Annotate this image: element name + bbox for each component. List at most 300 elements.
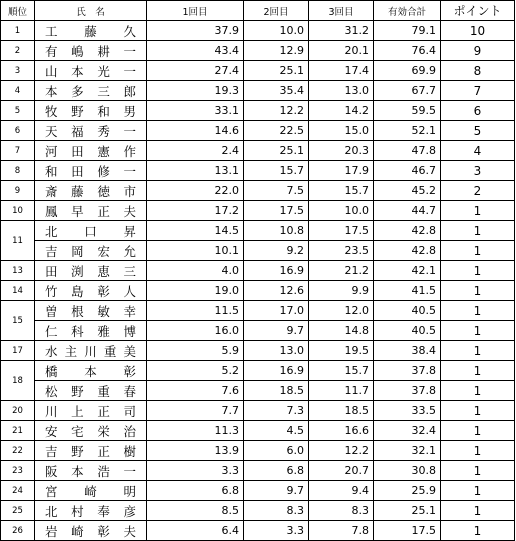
name-char: 正 bbox=[97, 403, 110, 419]
name-char: 川 bbox=[45, 403, 58, 419]
name-char: 一 bbox=[123, 123, 136, 139]
name-char: 斎 bbox=[45, 183, 58, 199]
table-row bbox=[1, 161, 515, 181]
header-round1: 1回目 bbox=[147, 1, 244, 21]
name-char: 徳 bbox=[97, 183, 110, 199]
total-cell: 67.7 bbox=[374, 81, 441, 101]
round2-cell: 3.3 bbox=[244, 521, 309, 541]
name-cell bbox=[35, 261, 147, 281]
header-round2: 2回目 bbox=[244, 1, 309, 21]
name-char: 浩 bbox=[97, 463, 110, 479]
round1-cell: 43.4 bbox=[147, 41, 244, 61]
points-cell: 1 bbox=[441, 321, 515, 341]
rank-cell: 23 bbox=[1, 461, 35, 481]
name-char: 秀 bbox=[97, 123, 110, 139]
points-cell: 5 bbox=[441, 121, 515, 141]
name-cell bbox=[35, 21, 147, 41]
name-char: 松 bbox=[45, 383, 58, 399]
name-char: 治 bbox=[123, 423, 136, 439]
name-char: 本 bbox=[71, 463, 84, 479]
player-name bbox=[45, 282, 136, 300]
round2-cell: 4.5 bbox=[244, 421, 309, 441]
name-char: 博 bbox=[123, 323, 136, 339]
name-cell bbox=[35, 241, 147, 261]
name-char: 野 bbox=[71, 103, 84, 119]
name-char: 主 bbox=[64, 343, 78, 359]
rank-cell: 22 bbox=[1, 441, 35, 461]
name-char: 彰 bbox=[97, 283, 110, 299]
table-row bbox=[1, 241, 515, 261]
rank-cell: 17 bbox=[1, 341, 35, 361]
round2-cell: 12.2 bbox=[244, 101, 309, 121]
name-char: 一 bbox=[123, 463, 136, 479]
name-cell bbox=[35, 281, 147, 301]
player-name bbox=[45, 162, 136, 180]
name-cell bbox=[35, 441, 147, 461]
points-cell: 1 bbox=[441, 261, 515, 281]
player-name bbox=[45, 462, 136, 480]
points-cell: 1 bbox=[441, 341, 515, 361]
name-char: 作 bbox=[123, 143, 136, 159]
name-char: 光 bbox=[97, 63, 110, 79]
round3-cell: 15.0 bbox=[309, 121, 374, 141]
name-char: 仁 bbox=[45, 323, 58, 339]
name-char: 橋 bbox=[45, 363, 58, 379]
round2-cell: 6.0 bbox=[244, 441, 309, 461]
name-char: 阪 bbox=[45, 463, 58, 479]
name-char: 村 bbox=[71, 503, 84, 519]
round3-cell: 23.5 bbox=[309, 241, 374, 261]
name-char: 島 bbox=[71, 283, 84, 299]
name-char: 宮 bbox=[45, 483, 58, 499]
name-char: 明 bbox=[123, 483, 136, 499]
player-name bbox=[45, 82, 136, 100]
round2-cell: 12.9 bbox=[244, 41, 309, 61]
round1-cell: 3.3 bbox=[147, 461, 244, 481]
total-cell: 45.2 bbox=[374, 181, 441, 201]
name-char: 人 bbox=[123, 283, 136, 299]
name-char: 彦 bbox=[123, 503, 136, 519]
round1-cell: 27.4 bbox=[147, 61, 244, 81]
round2-cell: 9.2 bbox=[244, 241, 309, 261]
name-char: 敏 bbox=[97, 303, 110, 319]
round2-cell: 10.8 bbox=[244, 221, 309, 241]
name-char: 昇 bbox=[123, 223, 136, 239]
name-char: 宅 bbox=[71, 423, 84, 439]
round1-cell: 14.5 bbox=[147, 221, 244, 241]
total-cell: 37.8 bbox=[374, 381, 441, 401]
round2-cell: 16.9 bbox=[244, 361, 309, 381]
player-name bbox=[45, 62, 136, 80]
round1-cell: 13.9 bbox=[147, 441, 244, 461]
round3-cell: 10.0 bbox=[309, 201, 374, 221]
name-char: 藤 bbox=[84, 23, 97, 39]
round1-cell: 37.9 bbox=[147, 21, 244, 41]
total-cell: 76.4 bbox=[374, 41, 441, 61]
name-char: 一 bbox=[123, 163, 136, 179]
name-char: 嶋 bbox=[71, 43, 84, 59]
total-cell: 46.7 bbox=[374, 161, 441, 181]
table-row bbox=[1, 441, 515, 461]
player-name bbox=[45, 362, 136, 380]
name-char: 吉 bbox=[45, 243, 58, 259]
points-cell: 1 bbox=[441, 481, 515, 501]
rank-cell: 10 bbox=[1, 201, 35, 221]
name-char: 多 bbox=[71, 83, 84, 99]
name-cell bbox=[35, 501, 147, 521]
round3-cell: 14.8 bbox=[309, 321, 374, 341]
name-char: 曽 bbox=[45, 303, 58, 319]
name-cell bbox=[35, 461, 147, 481]
rank-cell: 14 bbox=[1, 281, 35, 301]
name-char: 宏 bbox=[97, 243, 110, 259]
round1-cell: 14.6 bbox=[147, 121, 244, 141]
total-cell: 69.9 bbox=[374, 61, 441, 81]
total-cell: 59.5 bbox=[374, 101, 441, 121]
round3-cell: 9.4 bbox=[309, 481, 374, 501]
name-char: 根 bbox=[71, 303, 84, 319]
points-cell: 7 bbox=[441, 81, 515, 101]
round3-cell: 15.7 bbox=[309, 361, 374, 381]
player-name bbox=[45, 102, 136, 120]
name-cell bbox=[35, 81, 147, 101]
table-row bbox=[1, 201, 515, 221]
name-char: 彰 bbox=[97, 523, 110, 539]
name-cell bbox=[35, 201, 147, 221]
name-cell bbox=[35, 101, 147, 121]
name-cell bbox=[35, 181, 147, 201]
name-char: 男 bbox=[123, 103, 136, 119]
points-cell: 1 bbox=[441, 461, 515, 481]
table-row bbox=[1, 281, 515, 301]
rank-cell: 13 bbox=[1, 261, 35, 281]
round3-cell: 17.4 bbox=[309, 61, 374, 81]
rank-cell: 21 bbox=[1, 421, 35, 441]
round3-cell: 20.1 bbox=[309, 41, 374, 61]
round2-cell: 6.8 bbox=[244, 461, 309, 481]
name-char: 三 bbox=[97, 83, 110, 99]
total-cell: 33.5 bbox=[374, 401, 441, 421]
round1-cell: 33.1 bbox=[147, 101, 244, 121]
total-cell: 42.1 bbox=[374, 261, 441, 281]
rank-cell: 5 bbox=[1, 101, 35, 121]
name-char: 科 bbox=[71, 323, 84, 339]
header-round3: 3回目 bbox=[309, 1, 374, 21]
round1-cell: 2.4 bbox=[147, 141, 244, 161]
round2-cell: 7.3 bbox=[244, 401, 309, 421]
round1-cell: 11.5 bbox=[147, 301, 244, 321]
points-cell: 1 bbox=[441, 221, 515, 241]
header-total: 有効合計 bbox=[374, 1, 441, 21]
points-cell: 9 bbox=[441, 41, 515, 61]
round3-cell: 17.9 bbox=[309, 161, 374, 181]
header-name: 氏 名 bbox=[35, 1, 147, 21]
points-cell: 1 bbox=[441, 401, 515, 421]
rank-cell: 20 bbox=[1, 401, 35, 421]
name-char: 岡 bbox=[71, 243, 84, 259]
round2-cell: 10.0 bbox=[244, 21, 309, 41]
table-row bbox=[1, 181, 515, 201]
player-name bbox=[45, 522, 136, 540]
name-char: 栄 bbox=[97, 423, 110, 439]
round1-cell: 6.4 bbox=[147, 521, 244, 541]
player-name bbox=[45, 482, 136, 500]
round2-cell: 17.0 bbox=[244, 301, 309, 321]
name-char: 三 bbox=[123, 263, 136, 279]
points-cell: 10 bbox=[441, 21, 515, 41]
name-char: 工 bbox=[45, 23, 58, 39]
total-cell: 25.1 bbox=[374, 501, 441, 521]
name-char: 本 bbox=[45, 83, 58, 99]
total-cell: 79.1 bbox=[374, 21, 441, 41]
round1-cell: 19.3 bbox=[147, 81, 244, 101]
round1-cell: 19.0 bbox=[147, 281, 244, 301]
total-cell: 40.5 bbox=[374, 301, 441, 321]
header-row bbox=[1, 1, 515, 21]
header-points: ポイント bbox=[441, 1, 515, 21]
name-char: 崎 bbox=[71, 523, 84, 539]
player-name bbox=[45, 182, 136, 200]
name-char: 久 bbox=[123, 23, 136, 39]
table-row bbox=[1, 341, 515, 361]
table-row bbox=[1, 121, 515, 141]
name-char: 天 bbox=[45, 123, 58, 139]
round3-cell: 15.7 bbox=[309, 181, 374, 201]
name-char: 崎 bbox=[84, 483, 97, 499]
table-row bbox=[1, 81, 515, 101]
name-char: 上 bbox=[71, 403, 84, 419]
player-name bbox=[45, 42, 136, 60]
player-name bbox=[45, 142, 136, 160]
name-char: 一 bbox=[123, 63, 136, 79]
total-cell: 42.8 bbox=[374, 241, 441, 261]
name-char: 樹 bbox=[123, 443, 136, 459]
name-char: 美 bbox=[123, 343, 136, 359]
name-char: 竹 bbox=[45, 283, 58, 299]
total-cell: 25.9 bbox=[374, 481, 441, 501]
name-char: 幸 bbox=[123, 303, 136, 319]
name-char: 彰 bbox=[123, 363, 136, 379]
points-cell: 1 bbox=[441, 281, 515, 301]
player-name bbox=[45, 122, 136, 140]
player-name bbox=[45, 22, 136, 40]
table-row bbox=[1, 381, 515, 401]
points-cell: 1 bbox=[441, 241, 515, 261]
round1-cell: 6.8 bbox=[147, 481, 244, 501]
name-char: 正 bbox=[97, 203, 110, 219]
round2-cell: 9.7 bbox=[244, 481, 309, 501]
total-cell: 44.7 bbox=[374, 201, 441, 221]
table-row bbox=[1, 501, 515, 521]
round3-cell: 18.5 bbox=[309, 401, 374, 421]
table-row bbox=[1, 321, 515, 341]
name-cell bbox=[35, 321, 147, 341]
rank-cell: 3 bbox=[1, 61, 35, 81]
name-char: 本 bbox=[84, 363, 97, 379]
table-row bbox=[1, 261, 515, 281]
points-cell: 1 bbox=[441, 301, 515, 321]
name-char: 野 bbox=[71, 443, 84, 459]
name-char: 河 bbox=[45, 143, 58, 159]
round2-cell: 7.5 bbox=[244, 181, 309, 201]
name-char: 郎 bbox=[123, 83, 136, 99]
points-cell: 1 bbox=[441, 361, 515, 381]
points-cell: 8 bbox=[441, 61, 515, 81]
points-cell: 1 bbox=[441, 521, 515, 541]
points-cell: 1 bbox=[441, 381, 515, 401]
round1-cell: 5.9 bbox=[147, 341, 244, 361]
round3-cell: 31.2 bbox=[309, 21, 374, 41]
round3-cell: 19.5 bbox=[309, 341, 374, 361]
round1-cell: 10.1 bbox=[147, 241, 244, 261]
round2-cell: 25.1 bbox=[244, 61, 309, 81]
points-cell: 1 bbox=[441, 501, 515, 521]
name-char: 和 bbox=[97, 103, 110, 119]
name-cell bbox=[35, 61, 147, 81]
name-char: 夫 bbox=[123, 523, 136, 539]
round1-cell: 4.0 bbox=[147, 261, 244, 281]
table-row bbox=[1, 521, 515, 541]
round2-cell: 12.6 bbox=[244, 281, 309, 301]
player-name bbox=[45, 442, 136, 460]
table-row bbox=[1, 461, 515, 481]
name-char: 口 bbox=[84, 223, 97, 239]
player-name bbox=[45, 342, 136, 360]
total-cell: 32.4 bbox=[374, 421, 441, 441]
round3-cell: 12.2 bbox=[309, 441, 374, 461]
total-cell: 47.8 bbox=[374, 141, 441, 161]
rank-cell: 25 bbox=[1, 501, 35, 521]
name-cell bbox=[35, 41, 147, 61]
name-char: 福 bbox=[71, 123, 84, 139]
name-cell bbox=[35, 421, 147, 441]
round3-cell: 16.6 bbox=[309, 421, 374, 441]
round3-cell: 11.7 bbox=[309, 381, 374, 401]
round3-cell: 21.2 bbox=[309, 261, 374, 281]
name-cell bbox=[35, 381, 147, 401]
player-name bbox=[45, 222, 136, 240]
points-cell: 1 bbox=[441, 441, 515, 461]
round2-cell: 9.7 bbox=[244, 321, 309, 341]
name-char: 允 bbox=[123, 243, 136, 259]
player-name bbox=[45, 242, 136, 260]
table-row bbox=[1, 61, 515, 81]
name-cell bbox=[35, 141, 147, 161]
name-cell bbox=[35, 401, 147, 421]
points-cell: 3 bbox=[441, 161, 515, 181]
table-row bbox=[1, 481, 515, 501]
table-row bbox=[1, 401, 515, 421]
round2-cell: 22.5 bbox=[244, 121, 309, 141]
player-name bbox=[45, 302, 136, 320]
player-name bbox=[45, 382, 136, 400]
round3-cell: 20.7 bbox=[309, 461, 374, 481]
round1-cell: 22.0 bbox=[147, 181, 244, 201]
player-name bbox=[45, 422, 136, 440]
name-char: 北 bbox=[45, 503, 58, 519]
name-char: 重 bbox=[97, 383, 110, 399]
name-char: 恵 bbox=[97, 263, 110, 279]
name-char: 田 bbox=[71, 163, 84, 179]
rank-cell: 11 bbox=[1, 221, 35, 261]
round1-cell: 11.3 bbox=[147, 421, 244, 441]
name-cell bbox=[35, 481, 147, 501]
round1-cell: 7.6 bbox=[147, 381, 244, 401]
rank-cell: 4 bbox=[1, 81, 35, 101]
name-char: 本 bbox=[71, 63, 84, 79]
round2-cell: 16.9 bbox=[244, 261, 309, 281]
table-row bbox=[1, 21, 515, 41]
points-cell: 1 bbox=[441, 421, 515, 441]
name-cell bbox=[35, 521, 147, 541]
round1-cell: 16.0 bbox=[147, 321, 244, 341]
table-row bbox=[1, 421, 515, 441]
rank-cell: 26 bbox=[1, 521, 35, 541]
total-cell: 17.5 bbox=[374, 521, 441, 541]
name-char: 憲 bbox=[97, 143, 110, 159]
rank-cell: 1 bbox=[1, 21, 35, 41]
name-char: 野 bbox=[71, 383, 84, 399]
name-char: 夫 bbox=[123, 203, 136, 219]
rank-cell: 8 bbox=[1, 161, 35, 181]
name-char: 耕 bbox=[97, 43, 110, 59]
name-cell bbox=[35, 161, 147, 181]
name-cell bbox=[35, 301, 147, 321]
player-name bbox=[45, 202, 136, 220]
points-cell: 1 bbox=[441, 201, 515, 221]
name-char: 牧 bbox=[45, 103, 58, 119]
total-cell: 38.4 bbox=[374, 341, 441, 361]
rank-cell: 7 bbox=[1, 141, 35, 161]
player-name bbox=[45, 322, 136, 340]
name-cell bbox=[35, 361, 147, 381]
name-char: 奉 bbox=[97, 503, 110, 519]
name-char: 田 bbox=[71, 143, 84, 159]
round3-cell: 13.0 bbox=[309, 81, 374, 101]
rank-cell: 6 bbox=[1, 121, 35, 141]
total-cell: 37.8 bbox=[374, 361, 441, 381]
name-char: 岩 bbox=[45, 523, 58, 539]
player-name bbox=[45, 262, 136, 280]
name-char: 雅 bbox=[97, 323, 110, 339]
rank-cell: 2 bbox=[1, 41, 35, 61]
rank-cell: 24 bbox=[1, 481, 35, 501]
total-cell: 52.1 bbox=[374, 121, 441, 141]
table-row bbox=[1, 361, 515, 381]
name-cell bbox=[35, 341, 147, 361]
name-char: 渕 bbox=[71, 263, 84, 279]
round2-cell: 17.5 bbox=[244, 201, 309, 221]
name-char: 正 bbox=[97, 443, 110, 459]
round2-cell: 35.4 bbox=[244, 81, 309, 101]
round1-cell: 17.2 bbox=[147, 201, 244, 221]
rank-cell: 9 bbox=[1, 181, 35, 201]
name-char: 安 bbox=[45, 423, 58, 439]
points-cell: 4 bbox=[441, 141, 515, 161]
round2-cell: 15.7 bbox=[244, 161, 309, 181]
table-row bbox=[1, 141, 515, 161]
header-rank: 順位 bbox=[1, 1, 35, 21]
name-char: 司 bbox=[123, 403, 136, 419]
name-char: 修 bbox=[97, 163, 110, 179]
total-cell: 42.8 bbox=[374, 221, 441, 241]
round3-cell: 20.3 bbox=[309, 141, 374, 161]
round3-cell: 17.5 bbox=[309, 221, 374, 241]
table-row bbox=[1, 301, 515, 321]
points-cell: 6 bbox=[441, 101, 515, 121]
round2-cell: 8.3 bbox=[244, 501, 309, 521]
name-char: 春 bbox=[123, 383, 136, 399]
